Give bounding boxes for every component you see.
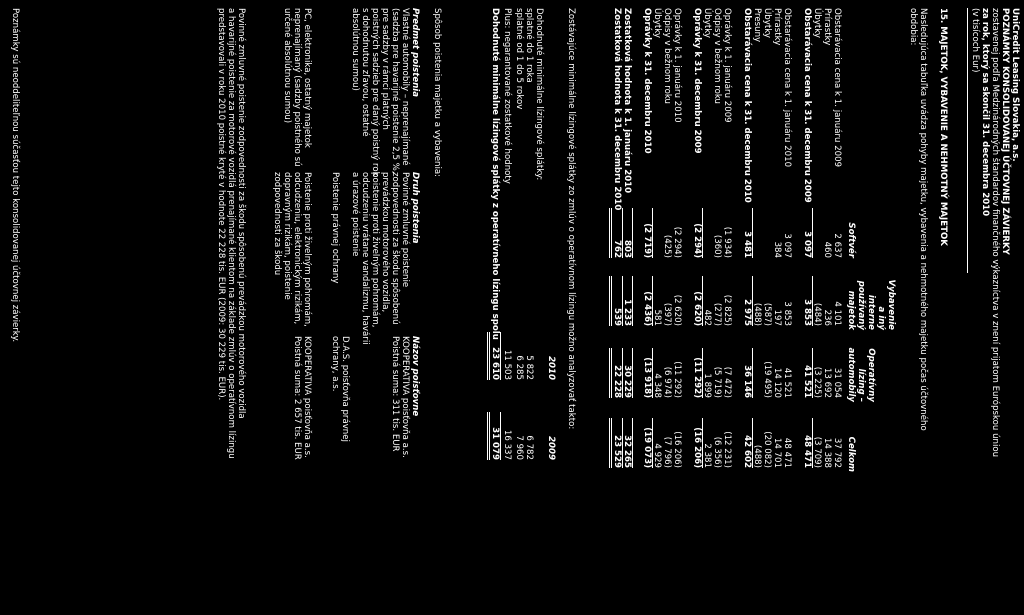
- insurance-subject-line: Vlastné automobily – neprenajímané: [400, 8, 410, 166]
- company-name: UniCredit Leasing Slovakia, a.s.: [1010, 8, 1020, 162]
- lease-row-value: 5 822: [524, 355, 534, 380]
- double-rule: [609, 418, 610, 468]
- asset-row-value: 3 853: [802, 299, 812, 326]
- asset-row-value: (19 495): [762, 361, 772, 398]
- asset-row-label: Úbytky: [812, 8, 822, 38]
- asset-row-value: (2 294): [692, 223, 702, 258]
- insurance-header-type: Druh poistenia: [410, 172, 420, 244]
- asset-row-value: 48 471: [802, 435, 812, 468]
- asset-row-value: (3 225): [812, 366, 822, 398]
- lease-year-2010: 2010: [546, 356, 556, 380]
- asset-row-value: 31 054: [832, 367, 842, 398]
- asset-row-value: (2 719): [642, 223, 652, 258]
- double-rule: [489, 332, 490, 380]
- insurance-type-line: dopravným rizikám, poistenie: [282, 172, 292, 300]
- col-header-leasing-line: lízing –: [856, 368, 866, 402]
- asset-row-value: (425): [662, 234, 672, 258]
- asset-row-value: 3 097: [802, 231, 812, 258]
- asset-row-label: Úbytky: [652, 8, 662, 38]
- asset-row-value: 14 120: [772, 367, 782, 398]
- closing-line: Povinné zmluvné poistenie zodpovednosti za škodu spôsobenú prevádzkou motorového vozidla: [236, 8, 246, 419]
- col-header-leasing-line: Operatívny: [866, 348, 876, 402]
- asset-row-value: 197: [772, 309, 782, 326]
- asset-row-value: 482: [702, 309, 712, 326]
- double-rule: [609, 208, 610, 258]
- lease-row-label: splatné od 1 do 5 rokov: [514, 8, 524, 110]
- subtotal-rule: [812, 348, 813, 398]
- asset-row-label: Zostatková hodnota k 1. januáru 2010: [622, 8, 632, 194]
- lease-row-value: 6 782: [524, 435, 534, 460]
- subtotal-rule: [622, 276, 623, 326]
- asset-row-label: Oprávky k 1. januáru 2010: [672, 8, 682, 123]
- insurance-type-line: odcudzeniu, elektronickým rizikám,: [292, 172, 302, 325]
- asset-row-value: (6 356): [712, 436, 722, 468]
- asset-row-value: 41 521: [802, 365, 812, 398]
- asset-row-value: (11 292): [692, 357, 702, 398]
- col-header-equipment-line: používaný: [856, 280, 866, 330]
- col-header-equipment-line: a iný: [876, 306, 886, 330]
- col-header-equipment-line: interne: [866, 294, 876, 330]
- asset-row-label: Oprávky k 31. decembru 2010: [642, 8, 652, 154]
- lease-row-value: 31 079: [490, 427, 500, 460]
- subtotal-rule: [622, 348, 623, 398]
- subtotal-rule: [702, 276, 703, 326]
- lease-row-label: Dohodnuté minimálne lízingové splátky:: [534, 8, 544, 181]
- col-header-total: Celkom: [846, 436, 856, 472]
- subtotal-rule: [752, 418, 753, 468]
- asset-row-label: Presuny: [752, 8, 762, 43]
- subtotal-rule: [632, 418, 633, 468]
- units-note: (v tisícoch Eur): [970, 8, 980, 73]
- asset-row-value: (488): [752, 302, 762, 326]
- asset-row-value: 14 388: [822, 437, 832, 468]
- document-title: POZNÁMKY KONSOLIDOVANEJ ÚČTOVNEJ ZÁVIERKY: [1000, 8, 1010, 255]
- asset-row-value: (16 206): [692, 427, 702, 468]
- subtotal-rule: [632, 348, 633, 398]
- section-intro: Nasledujúca tabuľka uvádza pohyby majetku, vybavenia a nehmotného majetku počas účtovného: [918, 8, 928, 431]
- asset-row-label: Zostatková hodnota k 31. decembru 2010: [612, 8, 622, 211]
- asset-row-value: 460: [822, 241, 832, 258]
- closing-line: a havarijné poistenie za motorové vozidlá prenajímané klientom na základe zmlúv o operatívnom lízingu: [226, 8, 236, 459]
- section-heading: 15. MAJETOK, VYBAVENIE A NEHMOTNÝ MAJETOK: [938, 8, 948, 246]
- closing-line: predstavovali v roku 2010 poistné kryté v hodnote 22 228 tis. EUR (2009: 30 229 tis. EUR).: [216, 8, 226, 401]
- subtotal-rule: [622, 418, 623, 468]
- asset-row-value: 22 228: [612, 365, 622, 398]
- double-rule: [609, 276, 610, 326]
- insurance-intro: Spôsob poistenia majetku a vybavenia:: [432, 8, 442, 177]
- insurance-subject-line: určené absolútnou sumou): [282, 8, 292, 124]
- asset-row-value: 4 101: [832, 301, 842, 326]
- asset-row-value: (360): [712, 234, 722, 258]
- asset-row-value: 23 529: [612, 435, 622, 468]
- asset-row-label: Prírastky: [772, 8, 782, 46]
- asset-row-value: 30 229: [622, 365, 632, 398]
- subtotal-rule: [652, 276, 653, 326]
- asset-row-value: 48 471: [782, 437, 792, 468]
- asset-row-value: (2 620): [672, 294, 682, 326]
- insurance-insurer-line: ochrany, a.s.: [330, 336, 340, 392]
- subtotal-rule: [652, 348, 653, 398]
- asset-row-value: (1 934): [722, 226, 732, 258]
- col-header-leasing: [846, 340, 876, 402]
- lease-year-2009: 2009: [546, 436, 556, 460]
- col-header-equipment: [846, 268, 896, 330]
- double-rule: [611, 348, 612, 398]
- asset-row-value: (16 206): [672, 431, 682, 468]
- insurance-subject-line: pre sadzby v rámci platných: [380, 8, 390, 130]
- subtotal-rule: [632, 276, 633, 326]
- asset-row-value: 3 097: [782, 233, 792, 258]
- col-header-software: Softvér: [846, 222, 856, 258]
- asset-row-value: 1 899: [702, 373, 712, 398]
- subtotal-rule: [812, 418, 813, 468]
- double-rule: [611, 418, 612, 468]
- double-rule: [611, 208, 612, 258]
- subtotal-rule: [702, 418, 703, 468]
- insurance-type-line: poistenie proti živelným pohromám,: [370, 172, 380, 328]
- asset-row-value: 762: [612, 240, 622, 258]
- asset-row-value: 3 481: [742, 231, 752, 258]
- asset-row-value: 3 853: [782, 301, 792, 326]
- insurance-type-line: a úrazové poistenie: [350, 172, 360, 257]
- insurance-insurer-line: Poistná suma: 311 tis. EUR: [390, 336, 400, 452]
- col-header-leasing-line: automobily: [846, 347, 856, 402]
- asset-row-value: (7 472): [722, 366, 732, 398]
- asset-row-value: (20 082): [762, 431, 772, 468]
- asset-row-value: (2 620): [692, 291, 702, 326]
- double-rule: [487, 332, 488, 380]
- asset-row-value: 37 792: [832, 437, 842, 468]
- asset-row-value: 1 233: [622, 299, 632, 326]
- subtotal-rule: [652, 208, 653, 258]
- subtotal-rule: [752, 348, 753, 398]
- header-divider: [967, 8, 968, 273]
- document-subtitle: zostavenej podľa Medzinárodných štandardov finančného výkazníctva v znení prijatom Európskou úniou: [990, 8, 1000, 458]
- asset-row-value: (12 231): [722, 431, 732, 468]
- subtotal-rule: [752, 276, 753, 326]
- insurance-header-subject: Predmet poistenia: [410, 8, 420, 98]
- insurance-subject-line: poistných sadzieb pre daný poistný rok: [370, 8, 380, 177]
- asset-row-label: Obstarávacia cena k 1. januáru 2010: [782, 8, 792, 168]
- subtotal-rule: [812, 208, 813, 258]
- subtotal-rule: [500, 332, 501, 380]
- double-rule: [609, 348, 610, 398]
- insurance-header-insurer: Názov poisťovne: [410, 336, 420, 417]
- asset-row-value: 36 146: [742, 365, 752, 398]
- lease-intro: Zostávajúce minimálne lízingové splátky zo zmlúv o operatívnom lízingu možno analyzovať takto:: [566, 8, 576, 430]
- asset-row-value: (277): [712, 302, 722, 326]
- insurance-subject-line: PC, elektronika, ostatný majetok: [302, 8, 312, 148]
- asset-row-value: 803: [622, 240, 632, 258]
- asset-row-value: 2 637: [832, 233, 842, 258]
- insurance-type-line: zodpovednosti za škodu: [272, 172, 282, 276]
- subtotal-rule: [702, 208, 703, 258]
- asset-row-value: (5 719): [712, 366, 722, 398]
- asset-row-value: 41 521: [782, 367, 792, 398]
- asset-row-value: (484): [812, 302, 822, 326]
- subtotal-rule: [500, 412, 501, 460]
- insurance-type-line: odcudzeniu vrátane vandalizmu, havárii: [360, 172, 370, 345]
- insurance-insurer-line: KOOPERATIVA poisťovňa a.s.: [302, 336, 312, 458]
- subtotal-rule: [702, 348, 703, 398]
- insurance-subject-line: absolútnou sumou): [350, 8, 360, 91]
- asset-row-value: 32 265: [622, 435, 632, 468]
- subtotal-rule: [752, 208, 753, 258]
- double-rule: [487, 412, 488, 460]
- double-rule: [489, 412, 490, 460]
- asset-row-value: 42 602: [742, 435, 752, 468]
- subtotal-rule: [812, 276, 813, 326]
- asset-row-value: (587): [762, 302, 772, 326]
- asset-row-label: Oprávky k 31. decembru 2009: [692, 8, 702, 154]
- insurance-type-line: prevádzkou motorového vozidla,: [380, 172, 390, 313]
- footer-note: Poznámky sú neoddeliteľnou súčasťou tejto konsolidovanej účtovnej závierky.: [10, 8, 20, 343]
- insurance-type-line: zodpovednosti za škodu spôsobenú: [390, 172, 400, 325]
- col-header-equipment-line: majetok: [846, 290, 856, 330]
- asset-row-value: 539: [612, 308, 622, 326]
- asset-row-label: Obstarávacia cena k 31. decembru 2009: [802, 8, 812, 203]
- asset-row-value: (2 825): [722, 294, 732, 326]
- insurance-insurer-line: D.A.S. poisťovňa právnej: [340, 336, 350, 442]
- asset-row-value: 14 701: [772, 437, 782, 468]
- asset-row-label: Prírastky: [822, 8, 832, 46]
- asset-row-value: (397): [662, 302, 672, 326]
- asset-row-value: (488): [752, 444, 762, 468]
- insurance-type-line: Poistenie právnej ochrany: [330, 172, 340, 284]
- asset-row-value: 13 692: [822, 367, 832, 398]
- asset-row-value: (11 292): [672, 361, 682, 398]
- asset-row-value: (13 918): [642, 357, 652, 398]
- asset-row-value: 581: [652, 309, 662, 326]
- lease-row-label: Plus: negarantované zostatkové hodnoty: [502, 8, 512, 184]
- insurance-subject-line: (sadzba pre havarijné poistenie 2,5 %,: [390, 8, 400, 174]
- asset-row-label: Obstarávacia cena k 1. januáru 2009: [832, 8, 842, 168]
- subtotal-rule: [632, 208, 633, 258]
- section-intro-cont: obdobia:: [908, 8, 918, 46]
- lease-row-value: 23 610: [490, 347, 500, 380]
- lease-row-label: Dohodnuté minimálne lízingové splátky z operatívneho lízingu spolu: [490, 8, 500, 340]
- asset-row-value: (2 294): [672, 226, 682, 258]
- asset-row-value: (19 073): [642, 427, 652, 468]
- lease-row-value: 11 503: [502, 349, 512, 380]
- insurance-subject-line: neprenajímaný (sadzby poistného sú: [292, 8, 302, 167]
- insurance-type-line: Poistenie proti živelným pohromám,: [302, 172, 312, 327]
- asset-row-label: Úbytky: [762, 8, 772, 38]
- asset-row-value: 4 348: [652, 373, 662, 398]
- asset-row-value: 236: [822, 309, 832, 326]
- double-rule: [611, 276, 612, 326]
- asset-row-label: Úbytky: [702, 8, 712, 38]
- asset-row-value: (6 974): [662, 366, 672, 398]
- asset-row-value: 384: [772, 241, 782, 258]
- asset-row-value: (3 709): [812, 436, 822, 468]
- asset-row-label: Odpisy v bežnom roku: [662, 8, 672, 104]
- asset-row-value: 2 381: [702, 443, 712, 468]
- asset-row-label: Obstarávacia cena k 31. decembru 2010: [742, 8, 752, 203]
- subtotal-rule: [652, 418, 653, 468]
- asset-row-label: Oprávky k 1. januáru 2009: [722, 8, 732, 123]
- asset-row-value: (7 796): [662, 436, 672, 468]
- lease-row-value: 6 285: [514, 355, 524, 380]
- asset-row-value: (2 436): [642, 291, 652, 326]
- asset-row-value: 2 975: [742, 299, 752, 326]
- insurance-subject-line: s dohodnutou zľavou, ostatné: [360, 8, 370, 137]
- subtotal-rule: [622, 208, 623, 258]
- asset-row-value: 4 929: [652, 443, 662, 468]
- asset-row-label: Odpisy v bežnom roku: [712, 8, 722, 104]
- lease-row-label: splatné do 1 roka: [524, 8, 534, 83]
- insurance-insurer-line: Poistná suma: 2 657 tis. EUR: [292, 336, 302, 460]
- lease-row-value: 16 337: [502, 429, 512, 460]
- col-header-equipment-line: Vybavenie: [886, 279, 896, 330]
- reporting-period: za rok, ktorý sa skončil 31. decembra 2010: [980, 8, 990, 217]
- insurance-insurer-line: KOOPERATIVA poisťovňa a.s.: [400, 336, 410, 458]
- lease-row-value: 7 960: [514, 435, 524, 460]
- insurance-type-line: Povinné zmluvné poistenie: [400, 172, 410, 288]
